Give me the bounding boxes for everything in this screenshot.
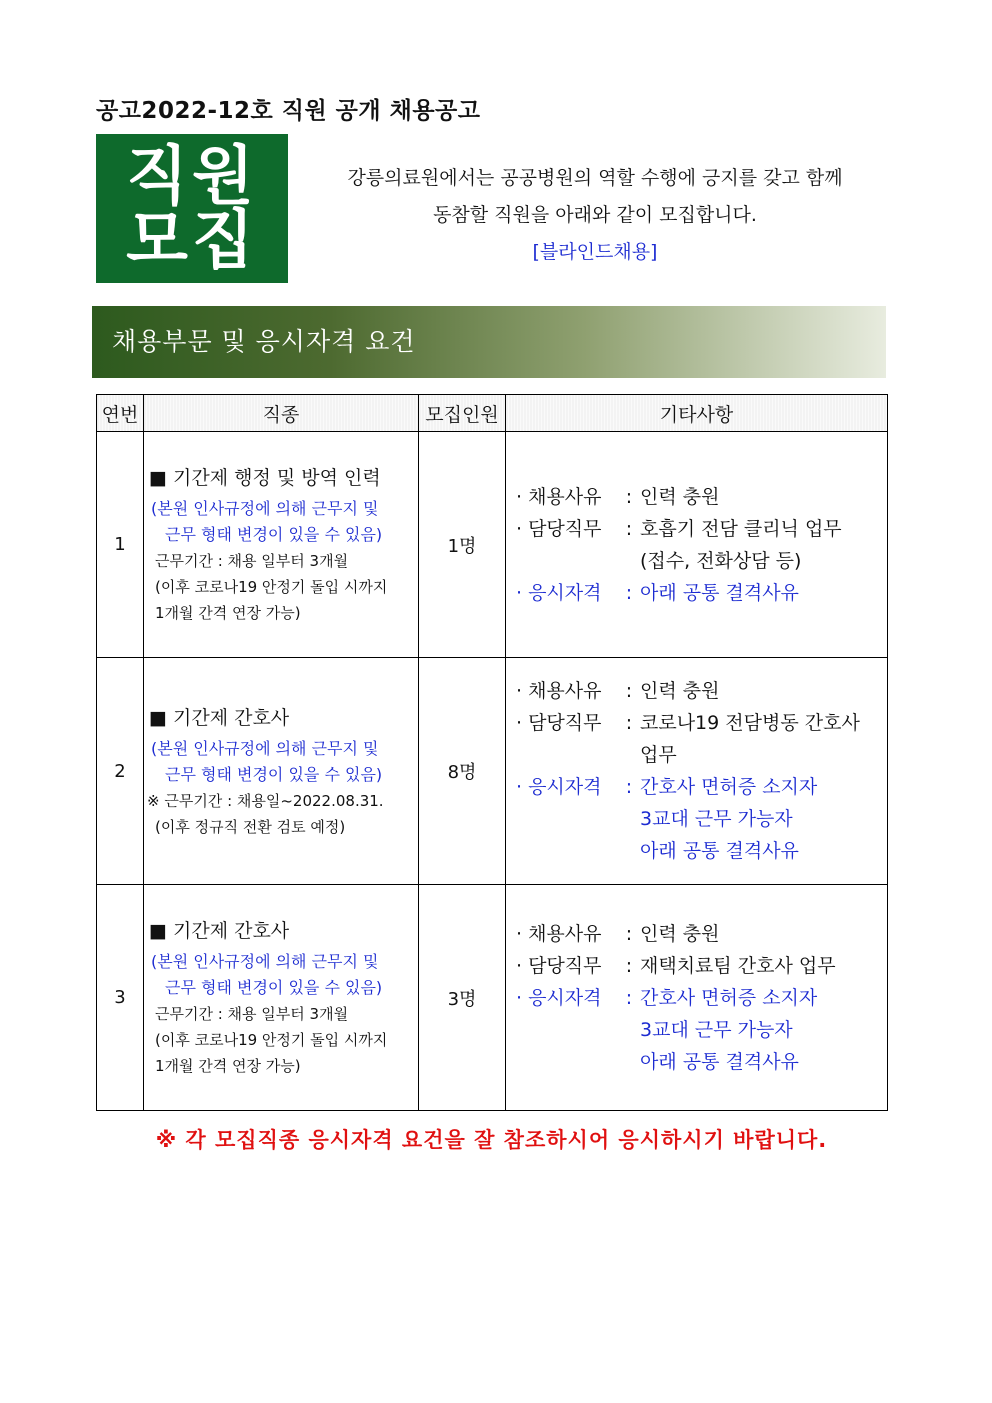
section-banner: 채용부문 및 응시자격 요건 — [92, 306, 886, 378]
job-title: ■ 기간제 간호사 — [149, 920, 290, 942]
reason-value: 인력 충원 — [640, 922, 720, 945]
work-period-line-3: 1개월 간격 연장 가능) — [155, 1057, 301, 1075]
qual-value: 간호사 면허증 소지자 — [640, 776, 818, 798]
work-period-line-1: ※ 근무기간 : 채용일~2022.08.31. — [147, 791, 384, 810]
headcount: 1명 — [419, 432, 506, 658]
colon: : — [625, 517, 633, 540]
work-period — [147, 548, 418, 626]
qual-label: · 응시자격 — [516, 581, 602, 604]
recruitment-logo — [96, 134, 288, 283]
reason-value: 인력 충원 — [640, 485, 720, 508]
header-job: 직종 — [144, 395, 419, 432]
qual-label: · 응시자격 — [516, 776, 602, 798]
job-cell — [144, 432, 419, 658]
reason-line — [516, 918, 887, 950]
notice-text: ※ 각 모집직종 응시자격 요건을 잘 참조하시어 응시하시기 바랍니다. — [155, 1128, 828, 1152]
colon: : — [625, 776, 633, 798]
work-period-line-2: (이후 정규직 전환 검토 예정) — [155, 817, 346, 836]
duty-value: 재택치료팀 간호사 업무 — [640, 954, 836, 977]
reason-label: · 채용사유 — [516, 922, 602, 945]
duty-continued: (접수, 전화상담 등) — [640, 549, 802, 572]
intro-tag: [블라인드채용] — [532, 241, 658, 263]
colon: : — [625, 712, 633, 734]
work-period-line-1: 근무기간 : 채용 일부터 3개월 — [155, 552, 349, 570]
row-number: 1 — [97, 432, 144, 658]
intro-line-2: 동참할 직원을 아래와 같이 모집합니다. — [433, 204, 757, 226]
qual-line — [516, 771, 887, 803]
duty-value: 호흡기 전담 클리닉 업무 — [640, 517, 842, 540]
work-period — [147, 1001, 418, 1079]
colon: : — [625, 986, 633, 1009]
table-row — [97, 432, 888, 658]
job-title: ■ 기간제 간호사 — [149, 706, 290, 729]
reason-label: · 채용사유 — [516, 485, 602, 508]
reason-line — [516, 481, 887, 513]
logo-line-2: 모집 — [126, 203, 258, 278]
duty-label: · 담당직무 — [516, 954, 602, 977]
header-count: 모집인원 — [419, 395, 506, 432]
duty-line — [516, 950, 887, 982]
job-note-line-1: (본원 인사규정에 의해 근무지 및 — [151, 499, 379, 518]
headcount: 8명 — [419, 658, 506, 885]
qual-line — [516, 982, 887, 1014]
job-cell — [144, 885, 419, 1111]
duty-line — [516, 513, 887, 545]
colon: : — [625, 954, 633, 977]
colon: : — [625, 581, 633, 604]
work-period-line-1: 근무기간 : 채용 일부터 3개월 — [155, 1005, 349, 1023]
reason-line — [516, 675, 887, 707]
job-note-line-2: 근무 형태 변경이 있을 수 있음) — [165, 978, 383, 997]
headcount: 3명 — [419, 885, 506, 1111]
logo-line-1: 직원 — [126, 139, 258, 214]
row-number: 3 — [97, 885, 144, 1111]
colon: : — [625, 680, 633, 702]
job-note — [147, 496, 418, 548]
job-title: ■ 기간제 행정 및 방역 인력 — [149, 467, 381, 489]
qual-value: 아래 공통 결격사유 — [640, 581, 799, 604]
row-number: 2 — [97, 658, 144, 885]
duty-label: · 담당직무 — [516, 517, 602, 540]
job-note — [147, 736, 418, 788]
colon: : — [625, 485, 633, 508]
intro-text — [300, 160, 890, 271]
work-period — [147, 788, 418, 840]
reason-value: 인력 충원 — [640, 680, 720, 702]
table-header-row — [97, 395, 888, 432]
qual-continued-2: 아래 공통 결격사유 — [640, 1050, 799, 1073]
job-note-line-2: 근무 형태 변경이 있을 수 있음) — [165, 764, 383, 784]
qual-value: 간호사 면허증 소지자 — [640, 986, 818, 1009]
reason-label: · 채용사유 — [516, 680, 602, 702]
work-period-line-2: (이후 코로나19 안정기 돌입 시까지 — [155, 578, 388, 596]
page-title: 공고2022-12호 직원 공개 채용공고 — [96, 98, 481, 124]
colon: : — [625, 922, 633, 945]
table-row — [97, 885, 888, 1111]
duty-continued: 업무 — [640, 744, 677, 766]
header-no: 연번 — [97, 395, 144, 432]
job-note-line-2: 근무 형태 변경이 있을 수 있음) — [165, 525, 383, 544]
etc-cell — [506, 885, 888, 1111]
qual-continued-2: 아래 공통 결격사유 — [640, 840, 799, 862]
job-cell — [144, 658, 419, 885]
qual-label: · 응시자격 — [516, 986, 602, 1009]
work-period-line-2: (이후 코로나19 안정기 돌입 시까지 — [155, 1031, 388, 1049]
table-row — [97, 658, 888, 885]
intro-line-1: 강릉의료원에서는 공공병원의 역할 수행에 긍지를 갖고 함께 — [347, 167, 843, 189]
qual-continued-1: 3교대 근무 가능자 — [640, 808, 793, 830]
qual-line — [516, 577, 887, 609]
job-note — [147, 949, 418, 1001]
job-note-line-1: (본원 인사규정에 의해 근무지 및 — [151, 738, 379, 758]
job-note-line-1: (본원 인사규정에 의해 근무지 및 — [151, 952, 379, 971]
duty-line — [516, 707, 887, 739]
work-period-line-3: 1개월 간격 연장 가능) — [155, 604, 301, 622]
requirements-table — [96, 394, 888, 1111]
header-etc: 기타사항 — [506, 395, 888, 432]
etc-cell — [506, 658, 888, 885]
etc-cell — [506, 432, 888, 658]
qual-continued-1: 3교대 근무 가능자 — [640, 1018, 793, 1041]
duty-label: · 담당직무 — [516, 712, 602, 734]
duty-value: 코로나19 전담병동 간호사 — [640, 712, 860, 734]
